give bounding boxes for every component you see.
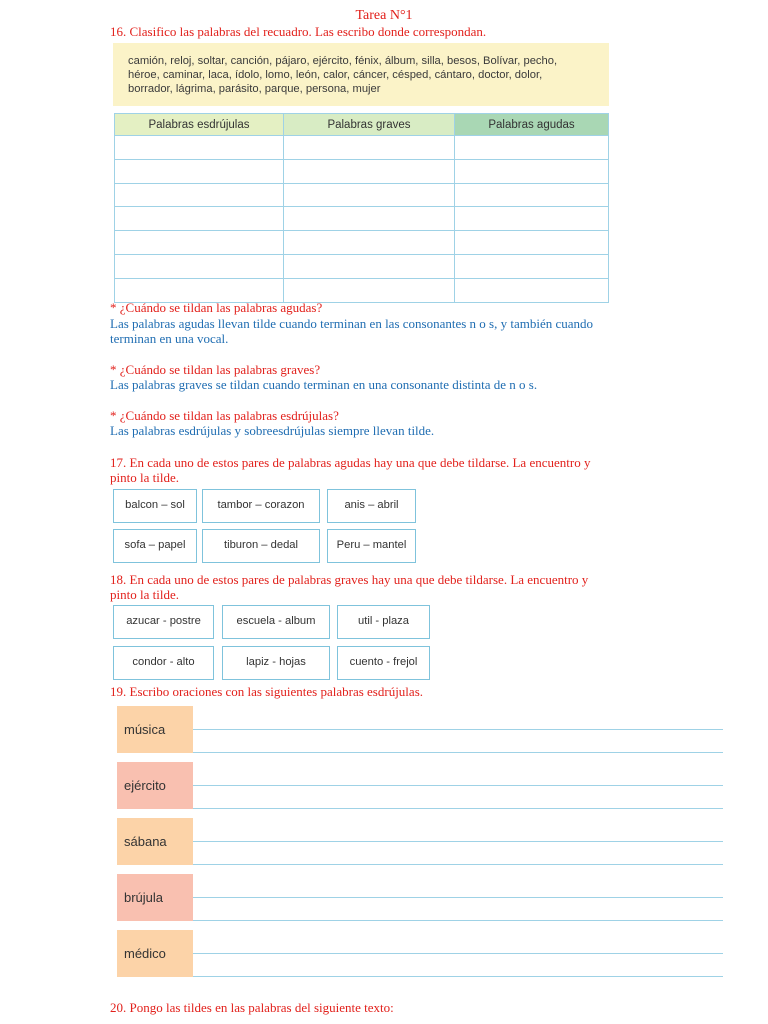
question-agudas: * ¿Cuándo se tildan las palabras agudas? (110, 300, 323, 315)
table-cell[interactable] (284, 183, 455, 207)
header-agudas: Palabras agudas (455, 114, 609, 136)
page-title: Tarea N°1 (355, 8, 413, 23)
q17-pair-box: anis – abril (327, 489, 416, 523)
table-cell[interactable] (455, 159, 609, 183)
table-cell[interactable] (284, 231, 455, 255)
writing-line[interactable] (193, 808, 723, 809)
q18-pair-box: condor - alto (113, 646, 214, 680)
table-header-row (115, 114, 609, 136)
table-cell[interactable] (284, 207, 455, 231)
table-row (115, 231, 609, 255)
table-cell[interactable] (284, 159, 455, 183)
q17-prompt-line2: pinto la tilde. (110, 470, 179, 485)
table-cell[interactable] (455, 183, 609, 207)
q18-pair-box: escuela - album (222, 605, 330, 639)
writing-line[interactable] (193, 953, 723, 954)
header-esdrujulas: Palabras esdrújulas (115, 114, 284, 136)
esdrujula-word-tag: ejército (117, 762, 193, 809)
writing-line[interactable] (193, 752, 723, 753)
writing-line[interactable] (193, 976, 723, 977)
q18-pair-box: lapiz - hojas (222, 646, 330, 680)
question-graves: * ¿Cuándo se tildan las palabras graves? (110, 362, 321, 377)
table-cell[interactable] (455, 254, 609, 278)
classification-table (114, 113, 609, 303)
word-bank-line: borrador, lágrima, parásito, parque, persona, mujer (128, 83, 381, 95)
table-cell[interactable] (115, 159, 284, 183)
writing-line[interactable] (193, 785, 723, 786)
table-row (115, 183, 609, 207)
q19-prompt: 19. Escribo oraciones con las siguientes palabras esdrújulas. (110, 684, 423, 699)
q16-prompt: 16. Clasifico las palabras del recuadro. Las escribo donde correspondan. (110, 24, 487, 39)
table-cell[interactable] (455, 231, 609, 255)
writing-line[interactable] (193, 920, 723, 921)
table-cell[interactable] (284, 254, 455, 278)
table-cell[interactable] (115, 207, 284, 231)
writing-line[interactable] (193, 841, 723, 842)
table-cell[interactable] (455, 136, 609, 160)
writing-line[interactable] (193, 864, 723, 865)
esdrujula-word-tag: brújula (117, 874, 193, 921)
answer-agudas-line1: Las palabras agudas llevan tilde cuando terminan en las consonantes n o s, y también cuando (110, 316, 594, 331)
table-cell[interactable] (115, 136, 284, 160)
writing-line[interactable] (193, 897, 723, 898)
q17-pair-box: Peru – mantel (327, 529, 416, 563)
table-row (115, 159, 609, 183)
esdrujula-word-tag: sábana (117, 818, 193, 865)
q18-pair-box: azucar - postre (113, 605, 214, 639)
table-cell[interactable] (284, 136, 455, 160)
esdrujula-word-tag: música (117, 706, 193, 753)
writing-line[interactable] (193, 729, 723, 730)
answer-agudas-line2: terminan en una vocal. (110, 331, 229, 346)
word-bank-line: camión, reloj, soltar, canción, pájaro, ejército, fénix, álbum, silla, besos, Bolívar, pecho, (128, 55, 558, 67)
q20-prompt: 20. Pongo las tildes en las palabras del siguiente texto: (110, 1000, 394, 1015)
q17-pair-box: tiburon – dedal (202, 529, 320, 563)
table-cell[interactable] (115, 254, 284, 278)
table-cell[interactable] (115, 278, 284, 302)
q17-pair-box: sofa – papel (113, 529, 197, 563)
table-row (115, 254, 609, 278)
table-cell[interactable] (284, 278, 455, 302)
q17-pair-box: tambor – corazon (202, 489, 320, 523)
q18-pair-box: util - plaza (337, 605, 430, 639)
esdrujula-word-tag: médico (117, 930, 193, 977)
table-cell[interactable] (115, 231, 284, 255)
answer-esdrujulas: Las palabras esdrújulas y sobreesdrújulas siempre llevan tilde. (110, 423, 435, 438)
table-cell[interactable] (115, 183, 284, 207)
word-bank-line: héroe, caminar, laca, ídolo, lomo, león, calor, cáncer, césped, cántaro, doctor, dolor, (128, 69, 543, 81)
table-cell[interactable] (455, 278, 609, 302)
answer-graves: Las palabras graves se tildan cuando terminan en una consonante distinta de n o s. (110, 377, 538, 392)
q18-prompt-line2: pinto la tilde. (110, 587, 179, 602)
word-bank-box (113, 43, 609, 106)
q18-prompt-line1: 18. En cada uno de estos pares de palabras graves hay una que debe tildarse. La encuentro y (110, 572, 589, 587)
q17-pair-box: balcon – sol (113, 489, 197, 523)
table-row (115, 207, 609, 231)
table-row (115, 278, 609, 302)
header-graves: Palabras graves (284, 114, 455, 136)
q18-pair-box: cuento - frejol (337, 646, 430, 680)
question-esdrujulas: * ¿Cuándo se tildan las palabras esdrújulas? (110, 408, 339, 423)
table-row (115, 136, 609, 160)
table-cell[interactable] (455, 207, 609, 231)
q17-prompt-line1: 17. En cada uno de estos pares de palabras agudas hay una que debe tildarse. La encuentro y (110, 455, 591, 470)
